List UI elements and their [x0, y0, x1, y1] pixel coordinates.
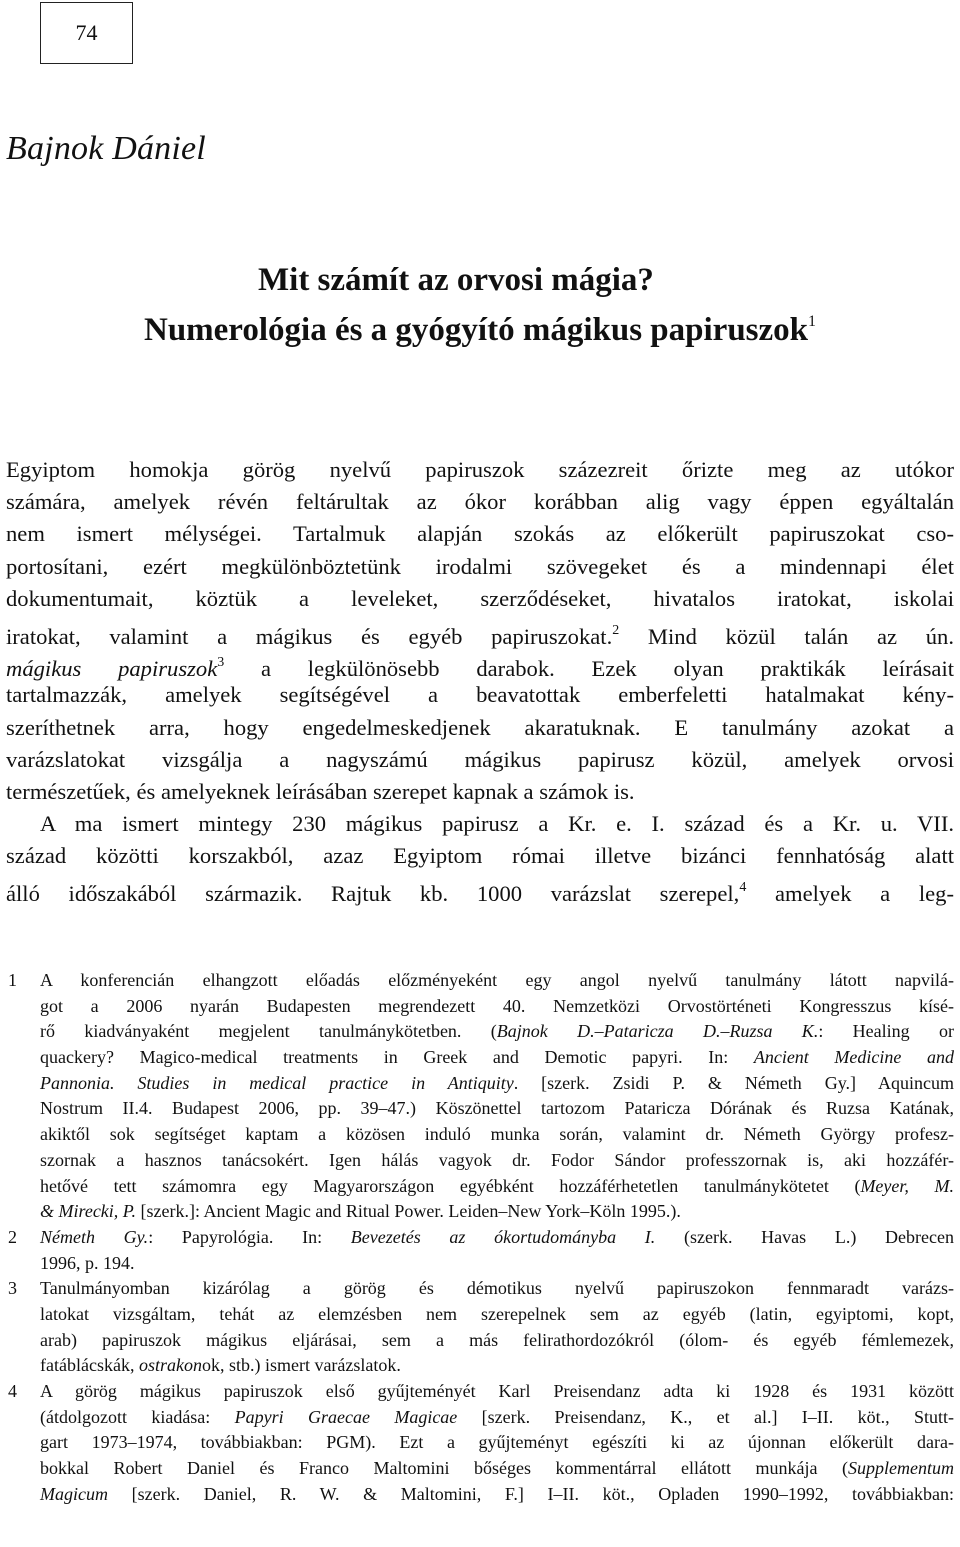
footnote-line	[8, 1225, 954, 1251]
footnote-text: : Healing or	[818, 1021, 954, 1042]
footnotes	[8, 968, 954, 1507]
body-text: iratokat, valamint a mágikus és egyéb papiruszokat.	[6, 623, 613, 649]
title-line-2	[0, 312, 960, 349]
footnote-4	[8, 1379, 954, 1507]
body-text: a legkülönösebb darabok. Ezek olyan praktikák leírásait	[224, 656, 955, 682]
footnote-text: (szerk. Havas L.) Debrecen	[655, 1226, 954, 1247]
body-line: dokumentumait, köztük a leveleket, szerződéseket, hivatalos iratokat, iskolai	[6, 585, 954, 611]
footnote-line	[8, 1353, 954, 1379]
footnote-italic: Ancient Medicine and	[753, 1047, 954, 1068]
footnote-text: . [szerk. Zsidi P. & Németh Gy.] Aquincum	[513, 1072, 954, 1093]
footnote-3	[8, 1276, 954, 1379]
footnote-line: szornak a hasznos tanácsokért. Igen hálás vagyok dr. Fodor Sándor professzornak is, aki hozzáfér-	[40, 1149, 954, 1170]
body-line: tartalmazzák, amelyek segítségével a beavatottak emberfeletti hatalmakat kény-	[6, 682, 954, 708]
title-footnote-mark: 1	[808, 313, 817, 330]
body-line: szeríthetnek arra, hogy engedelmeskedjenek akaratuknak. E tanulmány azokat a	[6, 714, 954, 740]
footnote-number: 4	[8, 1381, 17, 1401]
footnote-line: got a 2006 nyarán Budapesten megrendezett 40. Nemzetközi Orvostörténeti Kongresszus kísé-	[40, 995, 954, 1016]
footnote-line	[8, 1045, 954, 1071]
body-line: Egyiptom homokja görög nyelvű papiruszok százezreit őrizte meg az utókor	[6, 457, 954, 482]
footnote-line: Tanulmányomban kizárólag a görög és démotikus nyelvű papiruszokon fennmaradt varázs-	[40, 1278, 954, 1299]
body-line: század közötti korszakból, azaz Egyiptom római illetve bizánci fennhatóság alatt	[6, 843, 954, 869]
footnote-number: 3	[8, 1278, 17, 1299]
author-name: Bajnok Dániel	[6, 130, 206, 167]
footnote-line	[8, 1482, 954, 1508]
footnote-italic: & Mirecki, P.	[40, 1201, 136, 1222]
footnote-italic: Supplementum	[848, 1458, 954, 1479]
footnote-italic: Bajnok D.–Pataricza D.–Ruzsa K.	[496, 1021, 819, 1042]
body-text: Mind közül talán az ún.	[619, 623, 954, 649]
footnote-line	[8, 1199, 954, 1225]
footnote-line	[8, 1405, 954, 1431]
footnote-line	[8, 1019, 954, 1045]
body-line: természetűek, és amelyeknek leírásában szerepet kapnak a számok is.	[6, 778, 635, 804]
footnote-text: bokkal Robert Daniel és Franco Maltomini bőséges kommentárral ellátott munkája (	[40, 1458, 849, 1479]
body-text: amelyek a leg-	[746, 881, 954, 907]
body-line: A ma ismert mintegy 230 mágikus papirusz a Kr. e. I. század és a Kr. u. VII.	[40, 811, 954, 837]
footnote-line: gart 1973–1974, továbbiakban: PGM). Ezt a gyűjteményt egészíti ki az újonnan előkerült dara-	[40, 1432, 954, 1453]
page-number	[40, 2, 133, 64]
footnote-ref-3: 3	[217, 655, 225, 671]
title-line-1: Mit számít az orvosi mágia?	[258, 262, 654, 298]
footnote-2	[8, 1225, 954, 1276]
footnote-italic: Pannonia. Studies in medical practice in Antiquity	[40, 1072, 514, 1093]
body-line: varázslatokat vizsgálja a nagyszámú mágikus papirusz közül, amelyek orvosi	[6, 746, 954, 772]
footnote-italic: Magicum	[40, 1483, 108, 1504]
body-italic: mágikus papiruszok	[6, 656, 218, 682]
footnote-text: (átdolgozott kiadása:	[40, 1406, 235, 1427]
footnote-italic: Bevezetés az ókortudományba I.	[350, 1226, 656, 1247]
body-line: portosítani, ezért megkülönböztetünk irodalmi szövegeket és a mindennapi élet	[6, 553, 954, 579]
footnote-line: arab) papiruszok mágikus eljárásai, sem a más felirathordozókról (ólom- és egyéb fémlemezek,	[40, 1329, 954, 1350]
footnote-line: 1996, p. 194.	[40, 1252, 135, 1273]
footnote-line	[8, 1071, 954, 1097]
body-line	[6, 615, 954, 647]
body-line	[6, 872, 954, 907]
main-text	[6, 454, 954, 905]
body-text: álló időszakából származik. Rajtuk kb. 1000 varázslat szerepel,	[6, 881, 740, 907]
footnote-text: ok, stb.) ismert varázslatok.	[201, 1355, 401, 1376]
footnote-italic: Meyer, M.	[860, 1175, 954, 1196]
footnote-line: A konferencián elhangzott előadás előzményeként egy angol nyelvű tanulmány látott napvilá-	[40, 970, 954, 990]
body-line: nem ismert mélységei. Tartalmuk alapján szokás az előkerült papiruszokat cso-	[6, 521, 954, 547]
footnote-text: [szerk. Preisendanz, K., et al.] I–II. köt., Stutt-	[457, 1406, 955, 1427]
footnote-italic: Papyri Graecae Magicae	[234, 1406, 458, 1427]
footnote-line: Nostrum II.4. Budapest 2006, pp. 39–47.) Köszönettel tartozom Pataricza Dórának és Ruzsa Katának,	[40, 1098, 954, 1119]
footnote-line	[8, 1174, 954, 1200]
footnote-ref-2: 2	[612, 622, 620, 638]
page-number-text: 74	[75, 20, 98, 45]
footnote-line: akiktől sok segítséget kaptam a közösen induló munka során, valamint dr. Németh György profesz-	[40, 1124, 954, 1145]
footnote-italic: Németh Gy.	[40, 1226, 149, 1247]
footnote-number: 1	[8, 970, 17, 990]
title-line-2-text: Numerológia és a gyógyító mágikus papiruszok	[143, 312, 809, 348]
footnote-text: : Papyrológia. In:	[148, 1226, 351, 1247]
footnote-text: [szerk. Daniel, R. W. & Maltomini, F.] I–II. köt., Opladen 1990–1992, továbbiakban:	[107, 1483, 954, 1504]
footnote-number: 2	[8, 1226, 17, 1247]
footnote-text: fatáblácskák,	[40, 1355, 139, 1376]
footnote-ref-4: 4	[739, 880, 747, 896]
footnote-text: [szerk.]: Ancient Magic and Ritual Power. Leiden–New York–Köln 1995.).	[135, 1201, 681, 1222]
footnote-line: latokat vizsgáltam, tehát az elemzésben nem szerepelnek sem az egyéb (latin, egyiptomi, kopt,	[40, 1303, 954, 1324]
body-line: számára, amelyek révén feltárultak az ókor korábban alig vagy éppen egyáltalán	[6, 489, 954, 515]
footnote-1	[8, 968, 954, 1225]
footnote-text: hetővé tett számomra egy Magyarországon egyébként hozzáférhetetlen tanulmánykötetet (	[40, 1175, 861, 1196]
footnote-line: A görög mágikus papiruszok első gyűjteményét Karl Preisendanz adta ki 1928 és 1931 között	[40, 1381, 954, 1401]
footnote-line	[8, 1456, 954, 1482]
footnote-italic: ostrakon	[138, 1355, 202, 1376]
body-line	[6, 647, 955, 682]
footnote-text: rő kiadványaként megjelent tanulmánykötetben. (	[40, 1021, 497, 1042]
footnote-text: quackery? Magico-medical treatments in Greek and Demotic papyri. In:	[40, 1047, 754, 1068]
